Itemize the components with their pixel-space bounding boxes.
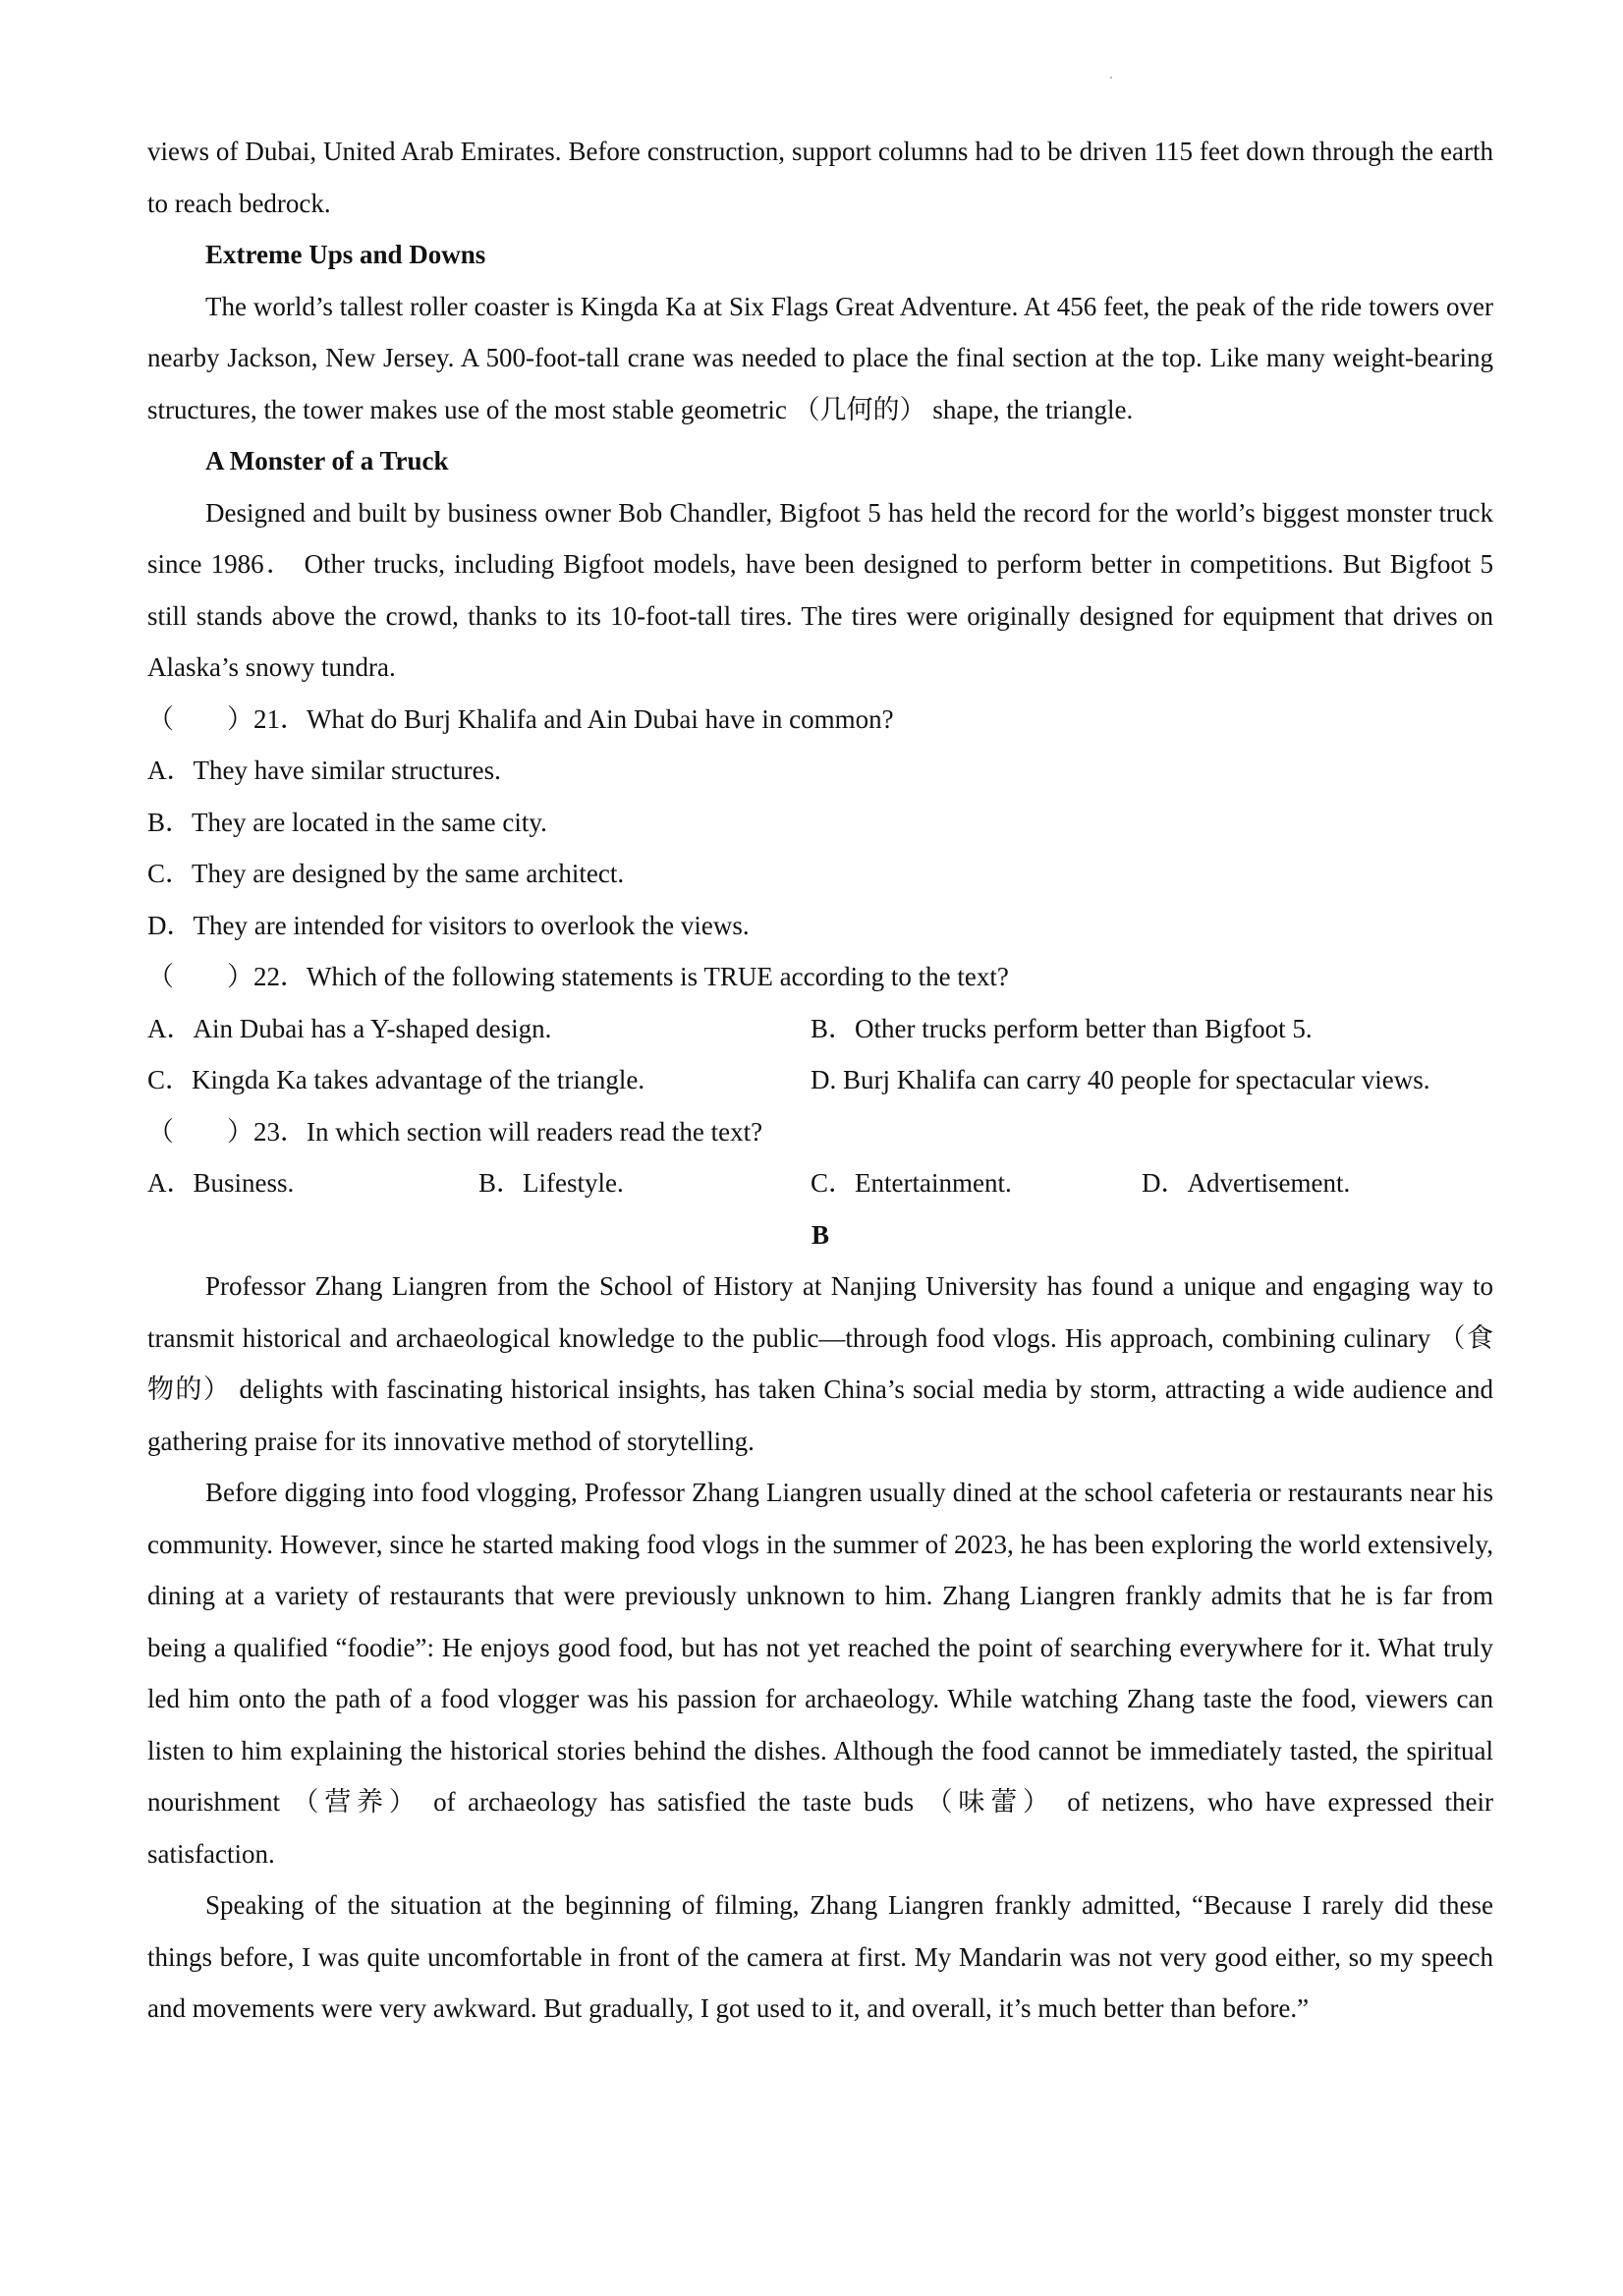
passage-b-paragraph-1: Professor Zhang Liangren from the School of History at Nanjing University has found a unique and engaging way to transmit historical and archaeological knowledge to the public—through food vlogs. His approach, combining culinary （食物的） delights with fascinating historical insights, has taken China’s social media by storm, attracting a wide audience and gathering praise for its innovative method of storytelling. — [147, 1271, 1493, 1456]
question-21-option-a[interactable] — [147, 745, 1493, 797]
question-21-option-c[interactable] — [147, 848, 1493, 900]
option-text: Advertisement. — [1187, 1168, 1351, 1198]
option-text: Burj Khalifa can carry 40 people for spectacular views. — [843, 1065, 1430, 1094]
option-letter: A． — [147, 756, 194, 785]
option-text: Kingda Ka takes advantage of the triangle. — [192, 1065, 645, 1094]
option-text: They have similar structures. — [193, 756, 501, 785]
question-22-option-a[interactable] — [147, 1003, 811, 1055]
option-letter: A． — [147, 1168, 194, 1198]
paragraph-bigfoot: Designed and built by business owner Bob Chandler, Bigfoot 5 has held the record for the world’s biggest monster truck since 1986． Other trucks, including Bigfoot models, have been designed to perform better in competitions. But Bigfoot 5 still stands above the crowd, thanks to its 10-foot-tall tires. The tires were originally designed for equipment that drives on Alaska’s snowy tundra. — [147, 497, 1493, 682]
section-heading-extreme-ups-and-downs: Extreme Ups and Downs — [205, 240, 486, 269]
question-21-stem: （ ）21．What do Burj Khalifa and Ain Dubai have in common? — [147, 703, 894, 734]
option-letter: B． — [811, 1013, 856, 1043]
question-23-option-c[interactable] — [811, 1157, 1142, 1209]
scan-dot — [1110, 77, 1112, 79]
option-letter: C． — [811, 1168, 856, 1198]
paragraph-kingda-ka: The world’s tallest roller coaster is Kingda Ka at Six Flags Great Adventure. At 456 feet, the peak of the ride towers over nearby Jackson, New Jersey. A 500-foot-tall crane was needed to place the final section at the top. Like many weight-bearing structures, the tower makes use of the most stable geometric （几何的） shape, the triangle. — [147, 291, 1493, 424]
question-23-options — [147, 1157, 1493, 1209]
option-letter: B． — [478, 1168, 524, 1198]
question-23-stem: （ ）23．In which section will readers read the text? — [147, 1116, 763, 1147]
question-23-option-d[interactable] — [1142, 1157, 1493, 1209]
passage-b-paragraph-2: Before digging into food vlogging, Professor Zhang Liangren usually dined at the school cafeteria or restaurants near his community. However, since he started making food vlogs in the summer of 2023, he has been exploring the world extensively, dining at a variety of restaurants that were previously unknown to him. Zhang Liangren frankly admits that he is far from being a qualified “foodie”: He enjoys good food, but has not yet reached the point of searching everywhere for it. What truly led him onto the path of a food vlogger was his passion for archaeology. While watching Zhang taste the food, viewers can listen to him explaining the historical stories behind the dishes. Although the food cannot be immediately tasted, the spiritual nourishment （营养） of archaeology has satisfied the taste buds （味蕾） of netizens, who have expressed their satisfaction. — [147, 1478, 1493, 1869]
question-22-options — [147, 1003, 1493, 1106]
question-22-option-d[interactable] — [811, 1054, 1493, 1106]
option-text: They are designed by the same architect. — [192, 859, 625, 888]
passage-a-continuation: views of Dubai, United Arab Emirates. Before construction, support columns had to be driven 115 feet down through the earth to reach bedrock. — [147, 137, 1493, 218]
question-21-option-b[interactable] — [147, 797, 1493, 849]
option-text: They are located in the same city. — [192, 807, 547, 837]
option-text: They are intended for visitors to overlook the views. — [193, 910, 750, 940]
question-22-option-c[interactable] — [147, 1054, 811, 1106]
question-23-option-a[interactable] — [147, 1157, 478, 1209]
section-heading-monster-truck: A Monster of a Truck — [205, 446, 449, 476]
question-21-options — [147, 745, 1493, 951]
option-letter: C． — [147, 859, 193, 888]
option-text: Entertainment. — [855, 1168, 1012, 1198]
option-text: Lifestyle. — [523, 1168, 624, 1198]
option-letter: D． — [147, 910, 194, 940]
option-letter: D. — [811, 1065, 837, 1094]
question-21-option-d[interactable] — [147, 900, 1493, 952]
option-text: Other trucks perform better than Bigfoot 5. — [855, 1013, 1313, 1043]
question-23-option-b[interactable] — [478, 1157, 811, 1209]
passage-b-label: B — [811, 1219, 829, 1250]
option-text: Business. — [193, 1168, 295, 1198]
passage-b-paragraph-3: Speaking of the situation at the beginning of filming, Zhang Liangren frankly admitted, “Because I rarely did these things before, I was quite uncomfortable in front of the camera at first. My Mandarin was not very good either, so my speech and movements were very awkward. But gradually, I got used to it, and overall, it’s much better than before.” — [147, 1890, 1493, 2023]
option-letter: A． — [147, 1013, 194, 1043]
option-letter: B． — [147, 807, 193, 837]
option-text: Ain Dubai has a Y-shaped design. — [193, 1013, 552, 1043]
option-letter: C． — [147, 1065, 193, 1094]
document-page — [147, 126, 1493, 2035]
question-22-stem: （ ）22．Which of the following statements is TRUE according to the text? — [147, 962, 1009, 991]
question-22-option-b[interactable] — [811, 1003, 1493, 1055]
option-letter: D． — [1142, 1168, 1188, 1198]
